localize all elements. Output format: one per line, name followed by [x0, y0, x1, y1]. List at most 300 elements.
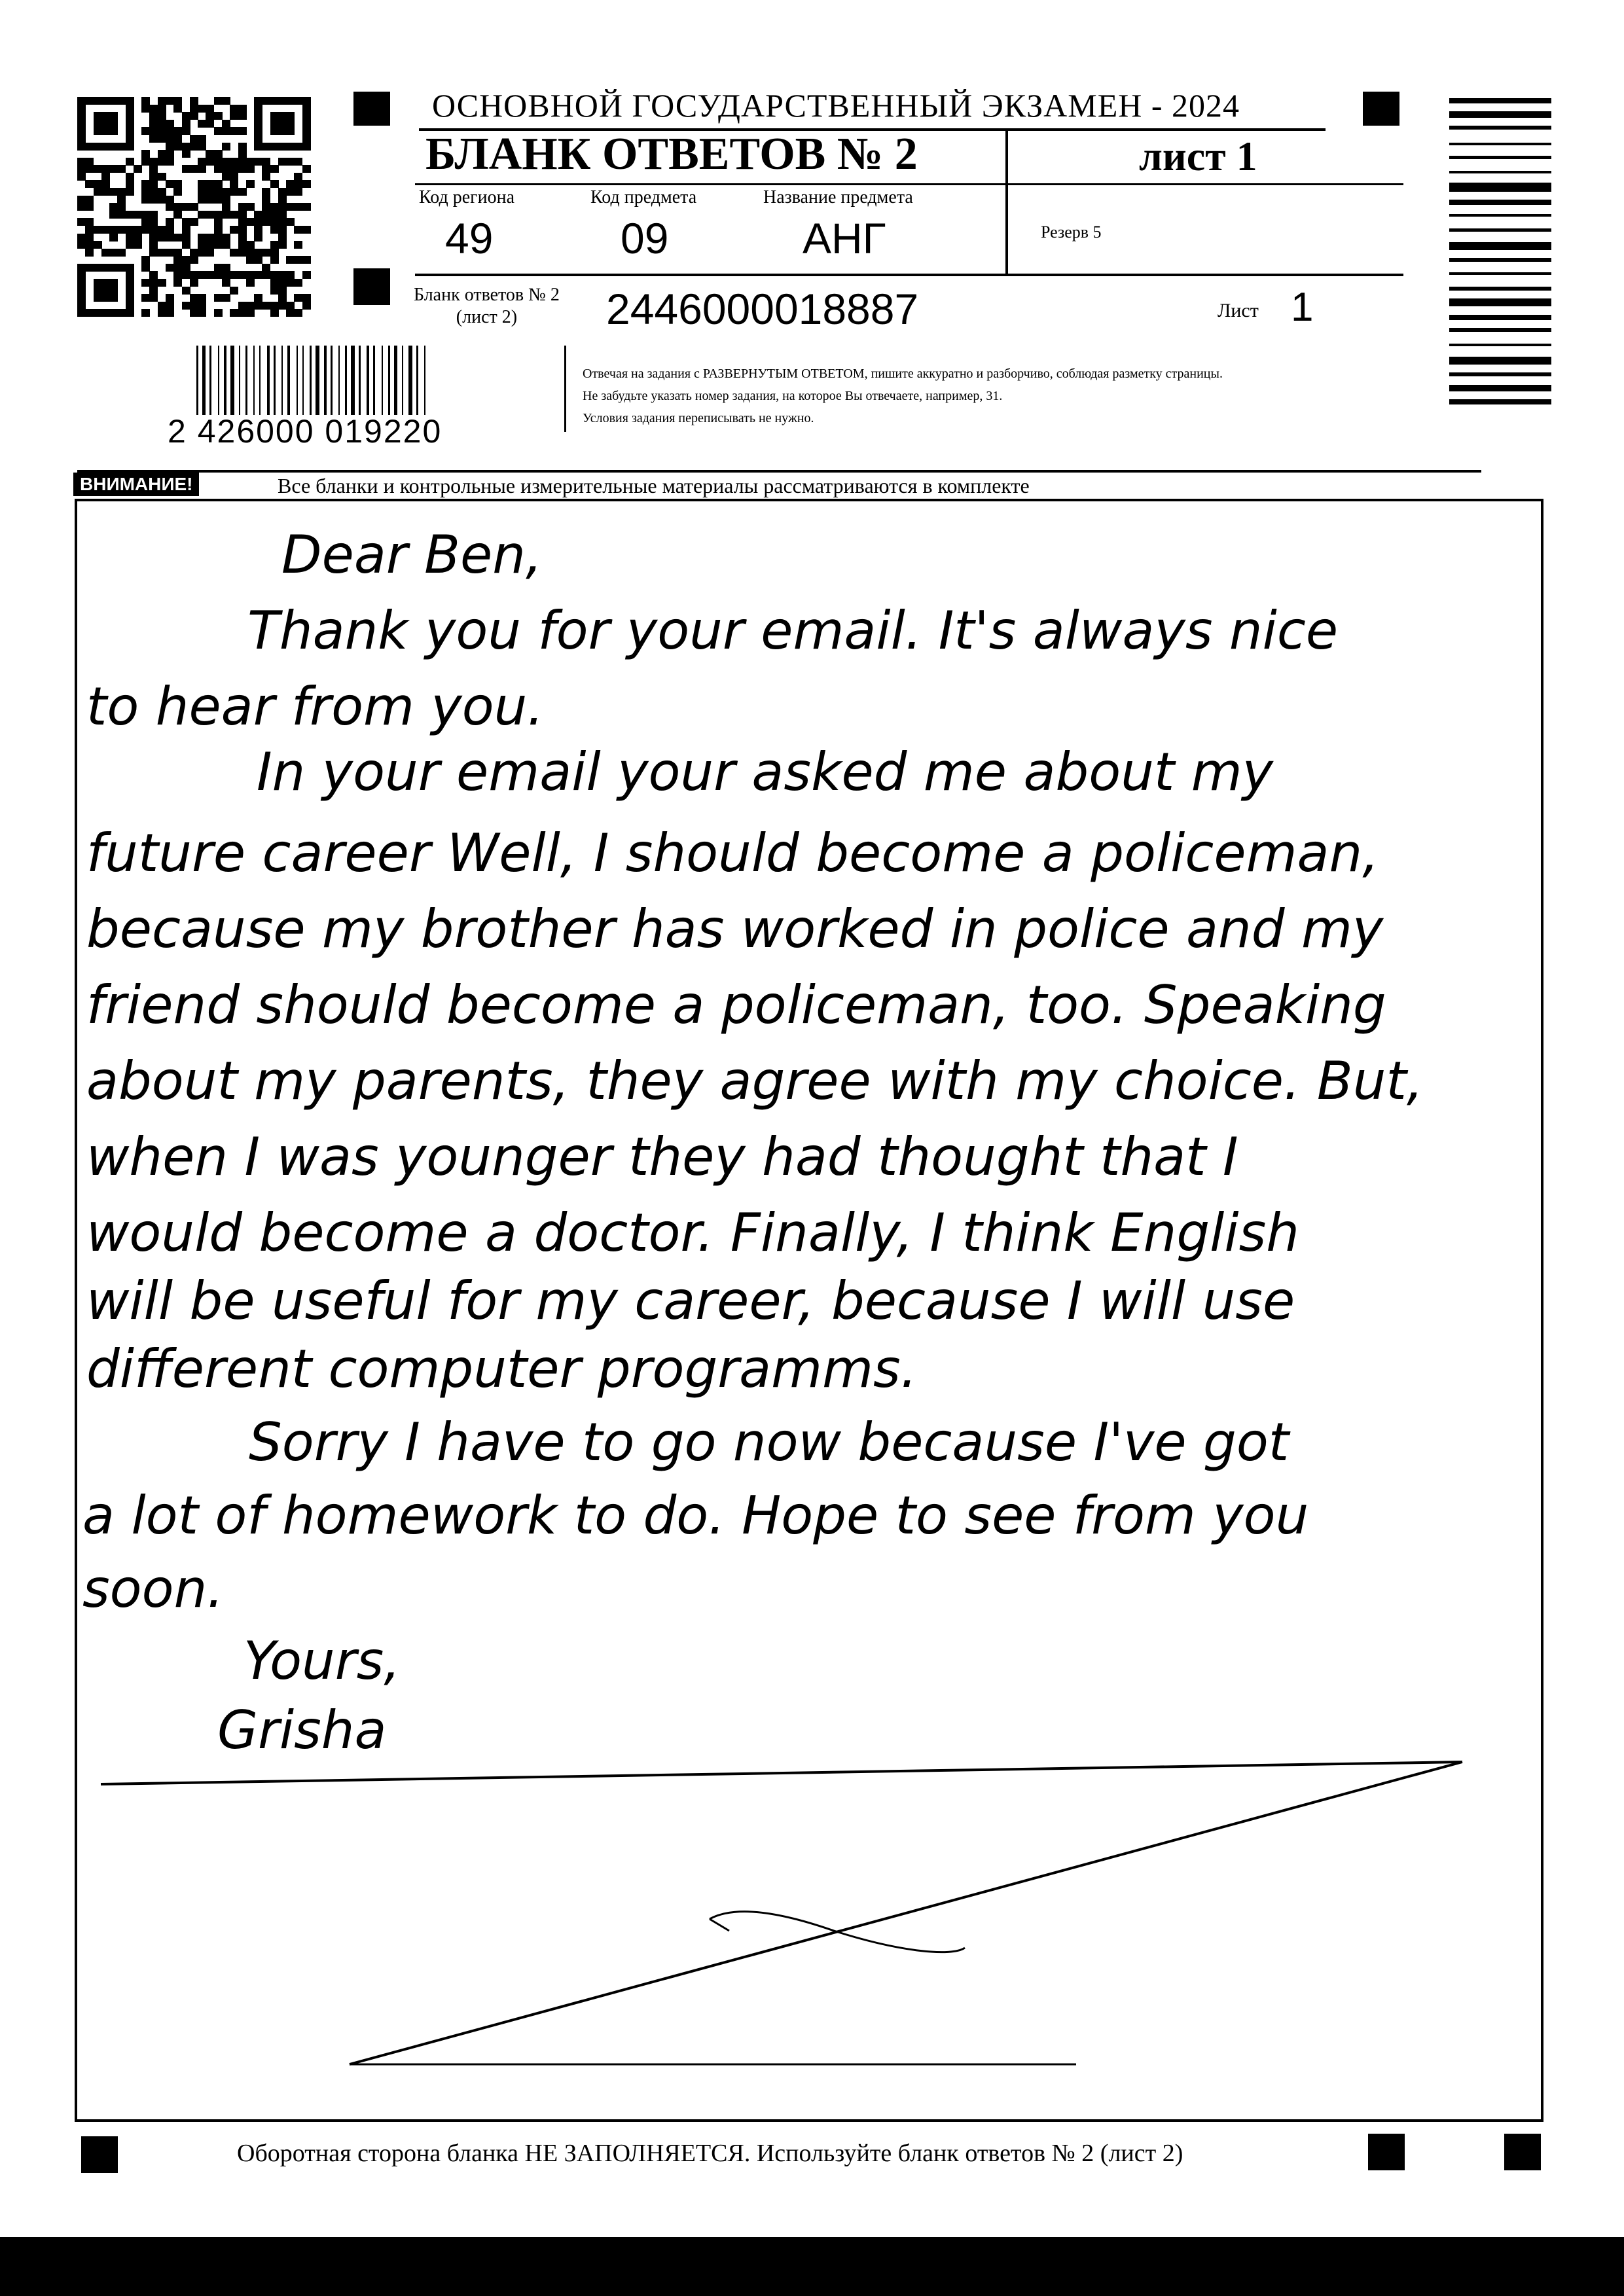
- qr-module: [77, 294, 86, 302]
- qr-module: [214, 294, 223, 302]
- qr-module: [94, 180, 102, 188]
- qr-module: [270, 211, 279, 219]
- qr-module: [254, 302, 262, 310]
- qr-module: [230, 105, 238, 113]
- qr-module: [101, 173, 110, 181]
- barcode-bar: [267, 346, 270, 415]
- qr-module: [126, 105, 134, 113]
- qr-module: [173, 180, 182, 188]
- barcode-bar: [388, 346, 390, 415]
- qr-module: [182, 218, 190, 226]
- qr-module: [294, 180, 302, 188]
- instruction-line: Не забудьте указать номер задания, на которое Вы отвечаете, например, 31.: [583, 389, 1003, 403]
- qr-module: [77, 135, 86, 143]
- qr-module: [198, 143, 206, 151]
- qr-module: [270, 279, 279, 287]
- subject-name-label: Название предмета: [763, 187, 913, 207]
- qr-module: [206, 188, 214, 196]
- qr-module: [182, 234, 190, 242]
- instruction-line: Условия задания переписывать не нужно.: [583, 411, 814, 425]
- qr-module: [294, 173, 302, 181]
- qr-module: [126, 287, 134, 295]
- qr-module: [230, 249, 238, 257]
- qr-module: [302, 180, 311, 188]
- qr-module: [278, 112, 287, 120]
- qr-module: [286, 279, 295, 287]
- qr-module: [126, 188, 134, 196]
- qr-module: [278, 302, 287, 310]
- qr-module: [254, 143, 262, 151]
- instructions: [583, 363, 1223, 429]
- qr-module: [278, 234, 287, 242]
- qr-module: [206, 150, 214, 158]
- qr-module: [222, 211, 230, 219]
- qr-module: [294, 309, 302, 317]
- qr-module: [206, 271, 214, 279]
- qr-module: [262, 264, 270, 272]
- qr-module: [238, 112, 247, 120]
- qr-module: [173, 249, 182, 257]
- qr-module: [117, 211, 126, 219]
- qr-module: [270, 165, 279, 173]
- qr-module: [198, 271, 206, 279]
- qr-module: [286, 120, 295, 128]
- qr-module: [198, 180, 206, 188]
- side-barcode-bar: [1449, 200, 1551, 205]
- qr-module: [126, 271, 134, 279]
- qr-module: [198, 234, 206, 242]
- qr-module: [94, 279, 102, 287]
- exam-title: ОСНОВНОЙ ГОСУДАРСТВЕННЫЙ ЭКЗАМЕН - 2024: [432, 87, 1240, 124]
- qr-module: [214, 112, 223, 120]
- qr-module: [141, 196, 150, 204]
- side-barcode-bar: [1449, 156, 1551, 159]
- qr-module: [238, 241, 247, 249]
- qr-module: [166, 309, 174, 317]
- qr-module: [141, 279, 150, 287]
- qr-module: [214, 165, 223, 173]
- qr-module: [230, 165, 238, 173]
- qr-module: [294, 279, 302, 287]
- qr-module: [85, 143, 94, 151]
- answer-line: would become a doctor. Finally, I think English: [86, 1202, 1299, 1263]
- qr-module: [101, 127, 110, 135]
- qr-module: [77, 302, 86, 310]
- qr-module: [238, 203, 247, 211]
- qr-module: [149, 226, 158, 234]
- qr-module: [158, 196, 166, 204]
- blank2-label-line1: Бланк ответов № 2: [414, 285, 560, 305]
- qr-module: [158, 112, 166, 120]
- qr-module: [294, 226, 302, 234]
- qr-module: [85, 180, 94, 188]
- qr-module: [101, 294, 110, 302]
- qr-module: [198, 302, 206, 310]
- qr-module: [302, 271, 311, 279]
- qr-module: [158, 127, 166, 135]
- qr-module: [149, 127, 158, 135]
- qr-module: [254, 127, 262, 135]
- qr-module: [149, 112, 158, 120]
- qr-module: [149, 120, 158, 128]
- qr-module: [190, 302, 198, 310]
- qr-module: [214, 264, 223, 272]
- qr-module: [278, 196, 287, 204]
- qr-module: [278, 241, 287, 249]
- blank2-label: [414, 284, 560, 329]
- qr-module: [141, 294, 150, 302]
- qr-module: [222, 279, 230, 287]
- qr-module: [278, 188, 287, 196]
- qr-module: [222, 165, 230, 173]
- qr-module: [158, 97, 166, 105]
- barcode-digits: 2 426000 019220: [168, 413, 442, 450]
- qr-module: [182, 165, 190, 173]
- qr-module: [254, 105, 262, 113]
- qr-module: [206, 112, 214, 120]
- barcode-bar: [345, 346, 347, 415]
- side-barcode-bar: [1449, 214, 1551, 217]
- barcode-bar: [259, 346, 261, 415]
- qr-module: [182, 203, 190, 211]
- qr-module: [126, 264, 134, 272]
- qr-module: [190, 309, 198, 317]
- qr-module: [246, 279, 255, 287]
- qr-module: [262, 143, 270, 151]
- blank2-label-line2: (лист 2): [456, 307, 518, 327]
- barcode-bar: [310, 346, 312, 415]
- qr-module: [238, 218, 247, 226]
- qr-module: [182, 264, 190, 272]
- qr-module: [278, 97, 287, 105]
- qr-module: [94, 120, 102, 128]
- qr-module: [238, 309, 247, 317]
- qr-module: [166, 302, 174, 310]
- qr-module: [238, 158, 247, 166]
- qr-module: [286, 112, 295, 120]
- qr-module: [206, 211, 214, 219]
- qr-module: [141, 150, 150, 158]
- qr-module: [166, 203, 174, 211]
- form-title: БЛАНК ОТВЕТОВ № 2: [425, 129, 918, 179]
- qr-module: [230, 180, 238, 188]
- qr-module: [302, 97, 311, 105]
- qr-module: [126, 135, 134, 143]
- qr-module: [77, 271, 86, 279]
- qr-module: [109, 120, 118, 128]
- qr-module: [117, 188, 126, 196]
- qr-module: [302, 165, 311, 173]
- qr-module: [238, 188, 247, 196]
- qr-module: [254, 97, 262, 105]
- qr-module: [222, 97, 230, 105]
- qr-module: [158, 309, 166, 317]
- qr-module: [286, 127, 295, 135]
- qr-module: [141, 211, 150, 219]
- barcode-bar: [196, 346, 198, 415]
- qr-module: [126, 241, 134, 249]
- qr-module: [149, 105, 158, 113]
- side-barcode-bar: [1449, 287, 1551, 291]
- qr-module: [166, 180, 174, 188]
- qr-module: [214, 218, 223, 226]
- qr-module: [85, 226, 94, 234]
- answer-line: Grisha: [217, 1700, 387, 1761]
- qr-module: [262, 302, 270, 310]
- qr-module: [101, 279, 110, 287]
- qr-module: [166, 294, 174, 302]
- qr-module: [222, 127, 230, 135]
- qr-module: [198, 188, 206, 196]
- qr-module: [85, 97, 94, 105]
- qr-module: [149, 173, 158, 181]
- qr-module: [294, 188, 302, 196]
- qr-module: [238, 249, 247, 257]
- qr-module: [101, 165, 110, 173]
- side-barcode-bar: [1449, 143, 1551, 145]
- qr-module: [198, 120, 206, 128]
- qr-module: [173, 271, 182, 279]
- qr-module: [278, 127, 287, 135]
- qr-module: [230, 211, 238, 219]
- qr-module: [286, 302, 295, 310]
- qr-module: [126, 234, 134, 242]
- qr-module: [254, 234, 262, 242]
- qr-module: [294, 256, 302, 264]
- blank-number: 2446000018887: [606, 285, 919, 333]
- qr-module: [77, 264, 86, 272]
- qr-module: [238, 150, 247, 158]
- qr-module: [198, 165, 206, 173]
- warning-text: Все бланки и контрольные измерительные материалы рассматриваются в комплекте: [278, 474, 1030, 497]
- qr-module: [77, 309, 86, 317]
- qr-module: [286, 97, 295, 105]
- answer-line: will be useful for my career, because I will use: [86, 1270, 1295, 1331]
- qr-module: [85, 158, 94, 166]
- qr-module: [94, 226, 102, 234]
- qr-module: [294, 143, 302, 151]
- qr-module: [101, 180, 110, 188]
- barcode-bar: [209, 346, 211, 415]
- qr-module: [182, 256, 190, 264]
- barcode-bar: [373, 346, 375, 415]
- qr-module: [109, 249, 118, 257]
- footer-text: Оборотная сторона бланка НЕ ЗАПОЛНЯЕТСЯ. Используйте бланк ответов № 2 (лист 2): [237, 2140, 1183, 2167]
- qr-module: [141, 180, 150, 188]
- qr-module: [85, 218, 94, 226]
- qr-module: [270, 256, 279, 264]
- qr-module: [222, 241, 230, 249]
- qr-module: [270, 127, 279, 135]
- qr-module: [141, 97, 150, 105]
- qr-module: [77, 158, 86, 166]
- answer-line: about my parents, they agree with my choice. But,: [86, 1050, 1424, 1111]
- qr-module: [254, 226, 262, 234]
- barcode-bar: [402, 346, 403, 415]
- qr-module: [77, 97, 86, 105]
- qr-module: [149, 271, 158, 279]
- qr-module: [149, 180, 158, 188]
- qr-module: [166, 120, 174, 128]
- subject-code-label: Код предмета: [590, 187, 697, 207]
- qr-module: [294, 97, 302, 105]
- qr-module: [173, 203, 182, 211]
- qr-module: [270, 143, 279, 151]
- qr-module: [286, 256, 295, 264]
- qr-module: [126, 173, 134, 181]
- qr-module: [85, 165, 94, 173]
- qr-module: [173, 127, 182, 135]
- qr-module: [182, 143, 190, 151]
- qr-module: [214, 309, 223, 317]
- qr-module: [230, 112, 238, 120]
- qr-module: [149, 165, 158, 173]
- qr-module: [270, 226, 279, 234]
- side-barcode-bar: [1449, 126, 1551, 130]
- barcode-bar: [382, 346, 383, 415]
- qr-module: [141, 226, 150, 234]
- qr-module: [109, 279, 118, 287]
- qr-module: [77, 120, 86, 128]
- qr-module: [262, 158, 270, 166]
- qr-module: [302, 302, 311, 310]
- qr-module: [117, 309, 126, 317]
- qr-module: [222, 173, 230, 181]
- qr-module: [182, 150, 190, 158]
- qr-module: [190, 256, 198, 264]
- barcode-bar: [297, 346, 298, 415]
- qr-module: [101, 309, 110, 317]
- registration-mark: [1363, 92, 1399, 126]
- qr-module: [94, 188, 102, 196]
- qr-module: [158, 188, 166, 196]
- side-barcode-bar: [1449, 298, 1551, 306]
- qr-module: [94, 309, 102, 317]
- qr-module: [94, 264, 102, 272]
- qr-module: [149, 249, 158, 257]
- qr-module: [254, 249, 262, 257]
- qr-module: [126, 127, 134, 135]
- side-barcode-bar: [1449, 344, 1551, 346]
- qr-module: [254, 218, 262, 226]
- qr-module: [141, 105, 150, 113]
- qr-module: [278, 271, 287, 279]
- qr-module: [109, 112, 118, 120]
- qr-module: [302, 143, 311, 151]
- qr-module: [166, 234, 174, 242]
- answer-line: to hear from you.: [86, 676, 544, 737]
- qr-module: [262, 211, 270, 219]
- qr-module: [214, 97, 223, 105]
- z-strikeout: [75, 1741, 1538, 2081]
- strike-top: [101, 1762, 1462, 1784]
- qr-module: [109, 211, 118, 219]
- qr-module: [254, 112, 262, 120]
- qr-module: [149, 135, 158, 143]
- qr-module: [246, 203, 255, 211]
- qr-module: [126, 158, 134, 166]
- barcode-bar: [281, 346, 283, 415]
- qr-module: [222, 120, 230, 128]
- qr-module: [94, 127, 102, 135]
- qr-module: [126, 226, 134, 234]
- answer-line: future career Well, I should become a policeman,: [86, 823, 1379, 884]
- qr-module: [294, 203, 302, 211]
- qr-module: [286, 158, 295, 166]
- qr-module: [246, 180, 255, 188]
- qr-module: [198, 241, 206, 249]
- qr-module: [101, 287, 110, 295]
- qr-module: [198, 105, 206, 113]
- qr-module: [270, 271, 279, 279]
- qr-module: [109, 143, 118, 151]
- qr-module: [190, 271, 198, 279]
- qr-module: [77, 218, 86, 226]
- qr-module: [94, 112, 102, 120]
- qr-module: [302, 105, 311, 113]
- qr-module: [173, 256, 182, 264]
- instructions-divider: [564, 346, 566, 432]
- side-barcode-bar: [1449, 385, 1551, 391]
- qr-module: [214, 188, 223, 196]
- barcode-bar: [239, 346, 240, 415]
- barcode-bar: [230, 346, 234, 415]
- qr-module: [230, 173, 238, 181]
- qr-module: [126, 302, 134, 310]
- qr-module: [109, 294, 118, 302]
- qr-module: [85, 234, 94, 242]
- qr-module: [173, 143, 182, 151]
- qr-module: [214, 180, 223, 188]
- qr-module: [246, 218, 255, 226]
- qr-module: [94, 294, 102, 302]
- registration-mark: [81, 2136, 118, 2173]
- subject-name: АНГ: [803, 214, 886, 262]
- qr-module: [190, 165, 198, 173]
- qr-module: [270, 120, 279, 128]
- qr-module: [214, 158, 223, 166]
- qr-module: [141, 158, 150, 166]
- qr-module: [158, 150, 166, 158]
- qr-code: [77, 97, 310, 317]
- qr-module: [149, 279, 158, 287]
- qr-module: [190, 112, 198, 120]
- qr-module: [101, 112, 110, 120]
- qr-module: [101, 97, 110, 105]
- qr-module: [190, 143, 198, 151]
- answer-line: because my brother has worked in police and my: [86, 899, 1384, 960]
- qr-module: [254, 211, 262, 219]
- qr-module: [190, 203, 198, 211]
- qr-module: [198, 135, 206, 143]
- qr-module: [230, 309, 238, 317]
- qr-module: [278, 226, 287, 234]
- qr-module: [238, 234, 247, 242]
- qr-module: [158, 249, 166, 257]
- qr-module: [117, 264, 126, 272]
- barcode-bar: [416, 346, 418, 415]
- qr-module: [262, 165, 270, 173]
- qr-module: [126, 97, 134, 105]
- side-barcode-bar: [1449, 183, 1551, 192]
- qr-module: [190, 135, 198, 143]
- barcode-bar: [287, 346, 290, 415]
- qr-module: [230, 188, 238, 196]
- qr-module: [134, 241, 142, 249]
- qr-module: [166, 150, 174, 158]
- qr-module: [158, 279, 166, 287]
- qr-module: [286, 218, 295, 226]
